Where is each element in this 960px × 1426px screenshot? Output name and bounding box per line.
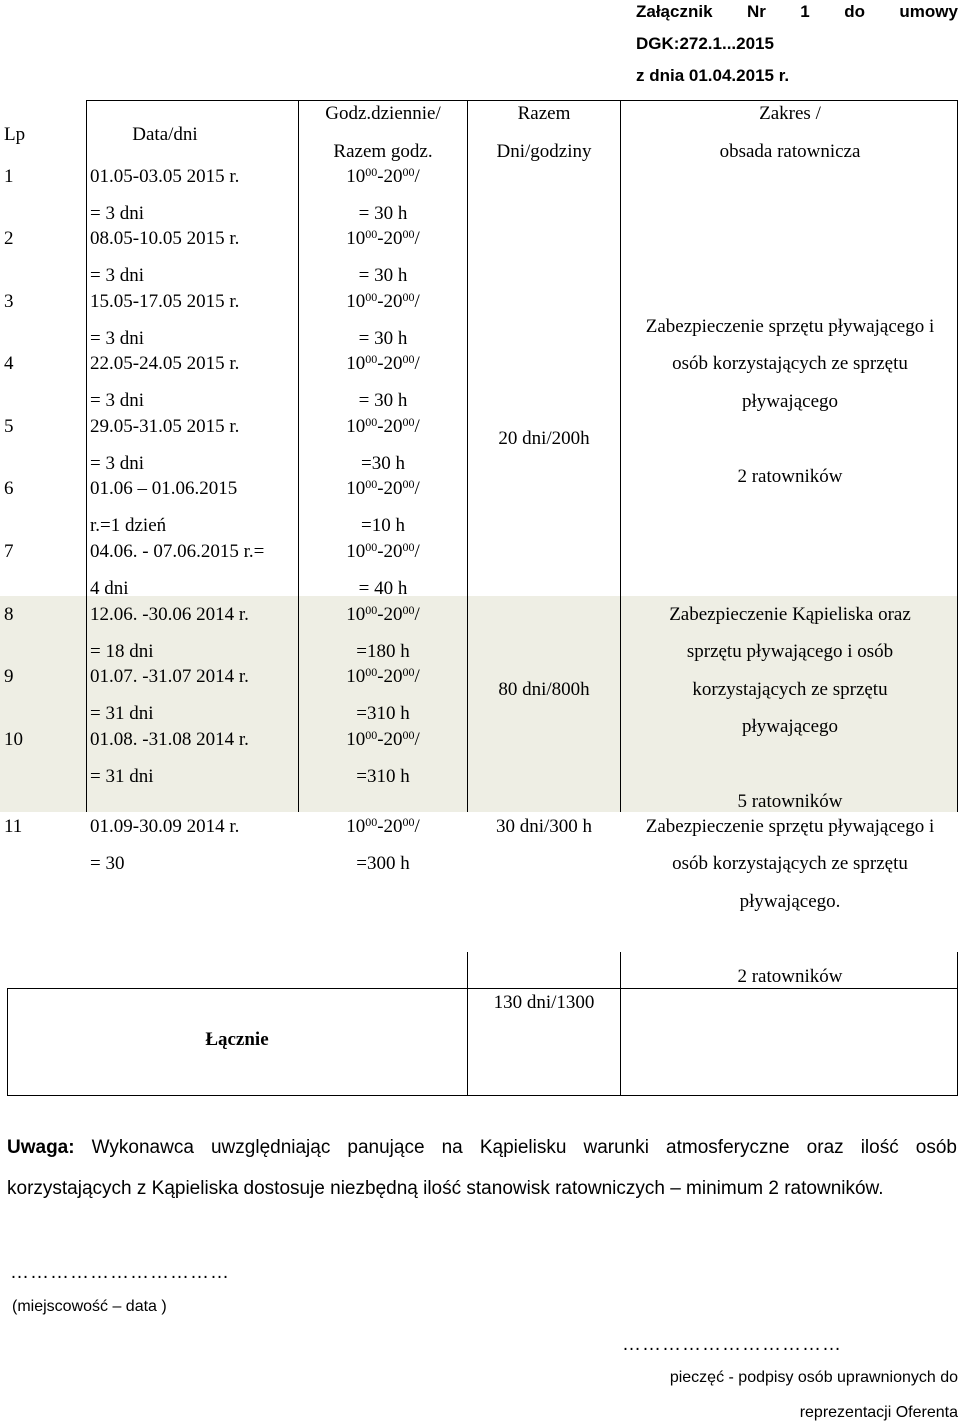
hours-sup: 00: [402, 540, 415, 554]
note-text: Wykonawca uwzględniając panujące na Kąpielisku warunki atmosferyczne oraz ilość osób korzystających z Kąpieliska dostosuje niezbędną ilość stanowisk ratowniczych – minimum 2 ratowników.: [7, 1137, 957, 1199]
hours-sup: 00: [365, 227, 378, 241]
row-hours: [300, 228, 466, 250]
hours-end: /: [414, 729, 420, 750]
hours-sup: 00: [402, 415, 415, 429]
table-border: [86, 100, 87, 812]
hours-end: /: [414, 166, 420, 187]
total-border: [467, 952, 468, 1096]
total-border-top: [7, 988, 958, 989]
row-hours: [300, 604, 466, 626]
group2-zakres-2: sprzętu pływającego i osób: [686, 641, 894, 662]
row-date-2: = 18 dni: [90, 641, 154, 662]
hours-sup: 00: [365, 665, 378, 679]
row-total: = 30 h: [358, 203, 408, 224]
row-lp: 10: [4, 729, 23, 750]
table-border: [957, 100, 958, 812]
row-lp: 7: [4, 541, 14, 562]
header-lp: Lp: [4, 124, 26, 145]
row-total: =300 h: [356, 853, 410, 874]
sign-dots: ……………………………: [622, 1334, 842, 1355]
row-total: = 30 h: [358, 390, 408, 411]
group3-zakres-1: Zabezpieczenie sprzętu pływającego i: [645, 816, 935, 837]
group1-staff: 2 ratowników: [737, 466, 843, 487]
row-date-2: = 31 dni: [90, 703, 154, 724]
group1-zakres-2: osób korzystających ze sprzętu: [672, 353, 908, 374]
row-date-2: = 30: [90, 853, 125, 874]
hours-sup: 00: [402, 477, 415, 491]
group1-razem: 20 dni/200h: [498, 428, 590, 449]
group3-zakres-3: pływającego.: [739, 891, 841, 912]
row-date-1: 29.05-31.05 2015 r.: [90, 416, 240, 437]
row-lp: 5: [4, 416, 14, 437]
row-hours: [300, 666, 466, 688]
row-date-2: = 3 dni: [90, 203, 144, 224]
place-dots: ……………………………: [10, 1262, 230, 1283]
hours-base: 10: [346, 816, 366, 837]
group3-staff: 2 ratowników: [737, 966, 843, 987]
row-lp: 1: [4, 166, 14, 187]
hours-base: 10: [346, 666, 366, 687]
hours-mid: -20: [377, 666, 403, 687]
hours-base: 10: [346, 478, 366, 499]
group3-razem: 30 dni/300 h: [495, 816, 593, 837]
row-date-2: = 31 dni: [90, 766, 154, 787]
row-lp: 11: [4, 816, 23, 837]
group2-zakres-3: korzystających ze sprzętu: [692, 679, 888, 700]
table-border: [298, 100, 299, 812]
row-total: = 30 h: [358, 265, 408, 286]
hours-sup: 00: [365, 477, 378, 491]
hours-mid: -20: [377, 291, 403, 312]
row-hours: [300, 416, 466, 438]
row-hours: [300, 816, 466, 838]
row-total: = 30 h: [358, 328, 408, 349]
hours-end: /: [414, 816, 420, 837]
hours-base: 10: [346, 228, 366, 249]
group2-zakres-1: Zabezpieczenie Kąpieliska oraz: [669, 604, 911, 625]
row-lp: 9: [4, 666, 14, 687]
attachment-word: umowy: [899, 2, 958, 21]
hours-end: /: [414, 604, 420, 625]
hours-mid: -20: [377, 604, 403, 625]
attachment-label: [636, 2, 958, 22]
total-border: [620, 952, 621, 1096]
attachment-ref: DGK:272.1...2015: [636, 34, 774, 53]
hours-base: 10: [346, 291, 366, 312]
group1-zakres-1: Zabezpieczenie sprzętu pływającego i: [645, 316, 935, 337]
row-hours: [300, 291, 466, 313]
row-date-1: 15.05-17.05 2015 r.: [90, 291, 240, 312]
row-date-1: 08.05-10.05 2015 r.: [90, 228, 240, 249]
hours-end: /: [414, 228, 420, 249]
hours-sup: 00: [365, 415, 378, 429]
group2-zakres-4: pływającego: [741, 716, 838, 737]
row-date-2: = 3 dni: [90, 453, 144, 474]
header-date: Data/dni: [132, 124, 198, 145]
hours-end: /: [414, 666, 420, 687]
group2-staff: 5 ratowników: [737, 791, 843, 812]
hours-sup: 00: [365, 603, 378, 617]
hours-sup: 00: [402, 728, 415, 742]
row-total: = 40 h: [358, 578, 408, 599]
header-zakres-2: obsada ratownicza: [719, 141, 861, 162]
row-date-1: 01.07. -31.07 2014 r.: [90, 666, 249, 687]
row-date-1: 12.06. -30.06 2014 r.: [90, 604, 249, 625]
hours-base: 10: [346, 729, 366, 750]
total-value: 130 dni/1300: [493, 992, 595, 1013]
hours-mid: -20: [377, 729, 403, 750]
row-lp: 6: [4, 478, 14, 499]
hours-sup: 00: [365, 728, 378, 742]
row-hours: [300, 729, 466, 751]
hours-sup: 00: [402, 665, 415, 679]
row-date-2: r.=1 dzień: [90, 515, 167, 536]
row-date-2: = 3 dni: [90, 328, 144, 349]
hours-mid: -20: [377, 541, 403, 562]
table-border: [620, 100, 621, 812]
attachment-word: Nr: [746, 2, 766, 21]
hours-end: /: [414, 416, 420, 437]
row-hours: [300, 541, 466, 563]
hours-mid: -20: [377, 478, 403, 499]
row-total: =310 h: [356, 766, 410, 787]
row-date-1: 01.08. -31.08 2014 r.: [90, 729, 249, 750]
row-lp: 8: [4, 604, 14, 625]
header-razem-1: Razem: [517, 103, 571, 124]
hours-sup: 00: [365, 540, 378, 554]
hours-mid: -20: [377, 166, 403, 187]
sign-label-2: reprezentacji Oferenta: [799, 1404, 958, 1421]
row-date-2: 4 dni: [90, 578, 129, 599]
hours-end: /: [414, 291, 420, 312]
hours-base: 10: [346, 353, 366, 374]
row-lp: 3: [4, 291, 14, 312]
table-border-top: [86, 100, 958, 101]
hours-base: 10: [346, 166, 366, 187]
hours-sup: 00: [402, 815, 415, 829]
row-hours: [300, 166, 466, 188]
hours-mid: -20: [377, 228, 403, 249]
hours-sup: 00: [402, 227, 415, 241]
hours-mid: -20: [377, 816, 403, 837]
hours-sup: 00: [402, 290, 415, 304]
hours-mid: -20: [377, 353, 403, 374]
table-border: [467, 100, 468, 812]
hours-end: /: [414, 541, 420, 562]
hours-end: /: [414, 478, 420, 499]
hours-sup: 00: [402, 352, 415, 366]
attachment-word: do: [844, 2, 865, 21]
hours-mid: -20: [377, 416, 403, 437]
row-date-1: 01.05-03.05 2015 r.: [90, 166, 240, 187]
hours-end: /: [414, 353, 420, 374]
row-total: =310 h: [356, 703, 410, 724]
hours-sup: 00: [365, 352, 378, 366]
row-lp: 2: [4, 228, 14, 249]
total-border-bottom: [7, 1095, 958, 1096]
attachment-date: z dnia 01.04.2015 r.: [636, 66, 790, 85]
total-label: Łącznie: [205, 1029, 269, 1050]
row-date-1: 22.05-24.05 2015 r.: [90, 353, 240, 374]
row-date-2: = 3 dni: [90, 265, 144, 286]
hours-base: 10: [346, 416, 366, 437]
hours-sup: 00: [402, 603, 415, 617]
row-lp: 4: [4, 353, 14, 374]
hours-sup: 00: [365, 290, 378, 304]
hours-sup: 00: [402, 165, 415, 179]
header-zakres-1: Zakres /: [759, 103, 821, 124]
header-hours-2: Razem godz.: [333, 141, 433, 162]
header-hours-1: Godz.dziennie/: [325, 103, 441, 124]
hours-sup: 00: [365, 165, 378, 179]
row-hours: [300, 478, 466, 500]
row-date-1: 01.09-30.09 2014 r.: [90, 816, 240, 837]
note-label: Uwaga:: [7, 1137, 75, 1158]
hours-sup: 00: [365, 815, 378, 829]
attachment-word: Załącznik: [636, 2, 713, 21]
group3-zakres-2: osób korzystających ze sprzętu: [672, 853, 908, 874]
header-razem-2: Dni/godziny: [496, 141, 592, 162]
row-date-1: 04.06. - 07.06.2015 r.=: [90, 541, 265, 562]
hours-base: 10: [346, 604, 366, 625]
place-label: (miejscowość – data ): [12, 1298, 167, 1315]
row-hours: [300, 353, 466, 375]
row-total: =10 h: [361, 515, 405, 536]
row-date-1: 01.06 – 01.06.2015: [90, 478, 238, 499]
row-total: =180 h: [356, 641, 410, 662]
attachment-word: 1: [800, 2, 810, 21]
row-date-2: = 3 dni: [90, 390, 144, 411]
group2-razem: 80 dni/800h: [498, 679, 590, 700]
hours-base: 10: [346, 541, 366, 562]
group1-zakres-3: pływającego: [741, 391, 838, 412]
row-total: =30 h: [361, 453, 405, 474]
note-paragraph: [7, 1127, 957, 1209]
sign-label-1: pieczęć - podpisy osób uprawnionych do: [669, 1369, 958, 1386]
